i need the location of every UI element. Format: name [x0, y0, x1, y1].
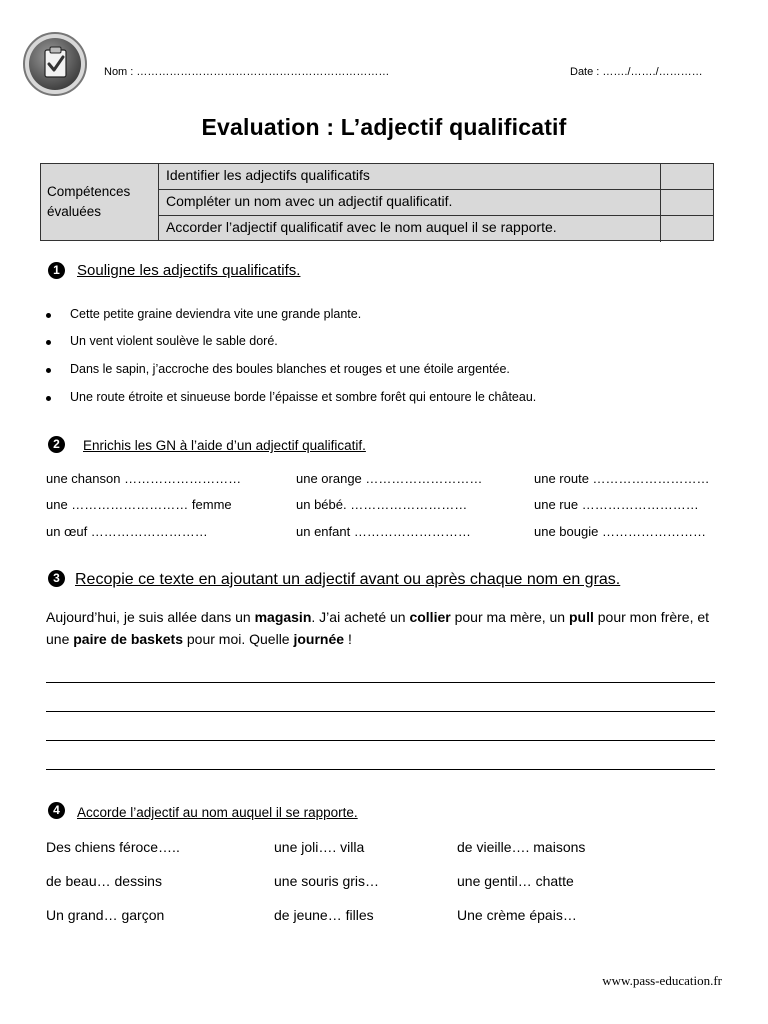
agreement-item[interactable]: de vieille…. maisons — [457, 839, 586, 855]
section-title: Souligne les adjectifs qualificatifs. — [77, 262, 301, 279]
competences-label — [41, 164, 159, 240]
page-title: Evaluation : L’adjectif qualificatif — [201, 114, 567, 140]
footer-website[interactable]: www.pass-education.fr — [602, 973, 722, 988]
text-part: . J’ai acheté un — [311, 609, 410, 625]
bullet-icon — [46, 340, 51, 345]
sentence: Cette petite graine deviendra vite une grande plante. — [70, 307, 362, 321]
text-part: pour mon frère, et une — [46, 609, 710, 647]
text-part: ! — [344, 631, 352, 647]
text-part: Aujourd’hui, je suis allée dans un — [46, 609, 255, 625]
gn-item[interactable]: une orange ……………………… — [296, 471, 483, 486]
section-number: 1 — [48, 262, 65, 279]
gn-item[interactable]: un enfant ……………………… — [296, 524, 471, 539]
section-number: 2 — [48, 436, 65, 453]
writing-line[interactable] — [46, 769, 715, 770]
bold-noun: journée — [293, 631, 345, 647]
name-field[interactable]: Nom : …………………………………………………………… — [104, 66, 390, 78]
sentence: Un vent violent soulève le sable doré. — [70, 334, 278, 348]
text-part: pour moi. Quelle — [182, 631, 294, 647]
text-to-copy — [46, 606, 726, 650]
date-field[interactable]: Date : ……./……./………… — [570, 66, 703, 78]
gn-item[interactable]: une chanson ……………………… — [46, 471, 242, 486]
agreement-item[interactable]: Des chiens féroce….. — [46, 839, 180, 855]
bullet-icon — [46, 368, 51, 373]
competence-score-box[interactable] — [661, 190, 713, 216]
gn-item[interactable]: une ……………………… femme — [46, 497, 232, 512]
text-part: pour ma mère, un — [450, 609, 569, 625]
section-title: Accorde l’adjectif au nom auquel il se rapporte. — [77, 805, 358, 820]
gn-item[interactable]: une bougie …………………… — [534, 524, 706, 539]
agreement-item[interactable]: une gentil… chatte — [457, 873, 574, 889]
agreement-item[interactable]: une joli…. villa — [274, 839, 365, 855]
competence-item: Compléter un nom avec un adjectif qualificatif. — [159, 190, 661, 216]
agreement-item[interactable]: une souris gris… — [274, 873, 380, 889]
section-number: 4 — [48, 802, 65, 819]
writing-line[interactable] — [46, 740, 715, 741]
section-title: Enrichis les GN à l’aide d’un adjectif qualificatif. — [83, 438, 366, 453]
competence-item: Accorder l’adjectif qualificatif avec le nom auquel il se rapporte. — [159, 216, 661, 242]
competence-score-box[interactable] — [661, 164, 713, 190]
gn-item[interactable]: un œuf ……………………… — [46, 524, 208, 539]
gn-item[interactable]: une rue ……………………… — [534, 497, 699, 512]
competence-score-box[interactable] — [661, 216, 713, 242]
agreement-item[interactable]: Une crème épais… — [457, 907, 577, 923]
writing-line[interactable] — [46, 711, 715, 712]
competence-item: Identifier les adjectifs qualificatifs — [159, 164, 661, 190]
gn-item[interactable]: un bébé. ……………………… — [296, 497, 468, 512]
clipboard-check-icon — [22, 31, 88, 97]
section-number: 3 — [48, 570, 65, 587]
competences-table — [40, 163, 714, 241]
agreement-item[interactable]: de beau… dessins — [46, 873, 162, 889]
agreement-item[interactable]: Un grand… garçon — [46, 907, 165, 923]
sentence: Une route étroite et sinueuse borde l’épaisse et sombre forêt qui entoure le château. — [70, 390, 537, 404]
writing-line[interactable] — [46, 682, 715, 683]
sentence: Dans le sapin, j’accroche des boules blanches et rouges et une étoile argentée. — [70, 362, 510, 376]
section-title: Recopie ce texte en ajoutant un adjectif avant ou après chaque nom en gras. — [75, 571, 621, 588]
bullet-icon — [46, 396, 51, 401]
bold-noun: paire de baskets — [73, 631, 183, 647]
bullet-icon — [46, 313, 51, 318]
agreement-item[interactable]: de jeune… filles — [274, 907, 374, 923]
competences-label-line2: évaluées — [47, 204, 102, 219]
bold-noun: collier — [409, 609, 451, 625]
bold-noun: pull — [568, 609, 594, 625]
bold-noun: magasin — [254, 609, 312, 625]
competences-label-line1: Compétences — [47, 184, 131, 199]
gn-item[interactable]: une route ……………………… — [534, 471, 710, 486]
